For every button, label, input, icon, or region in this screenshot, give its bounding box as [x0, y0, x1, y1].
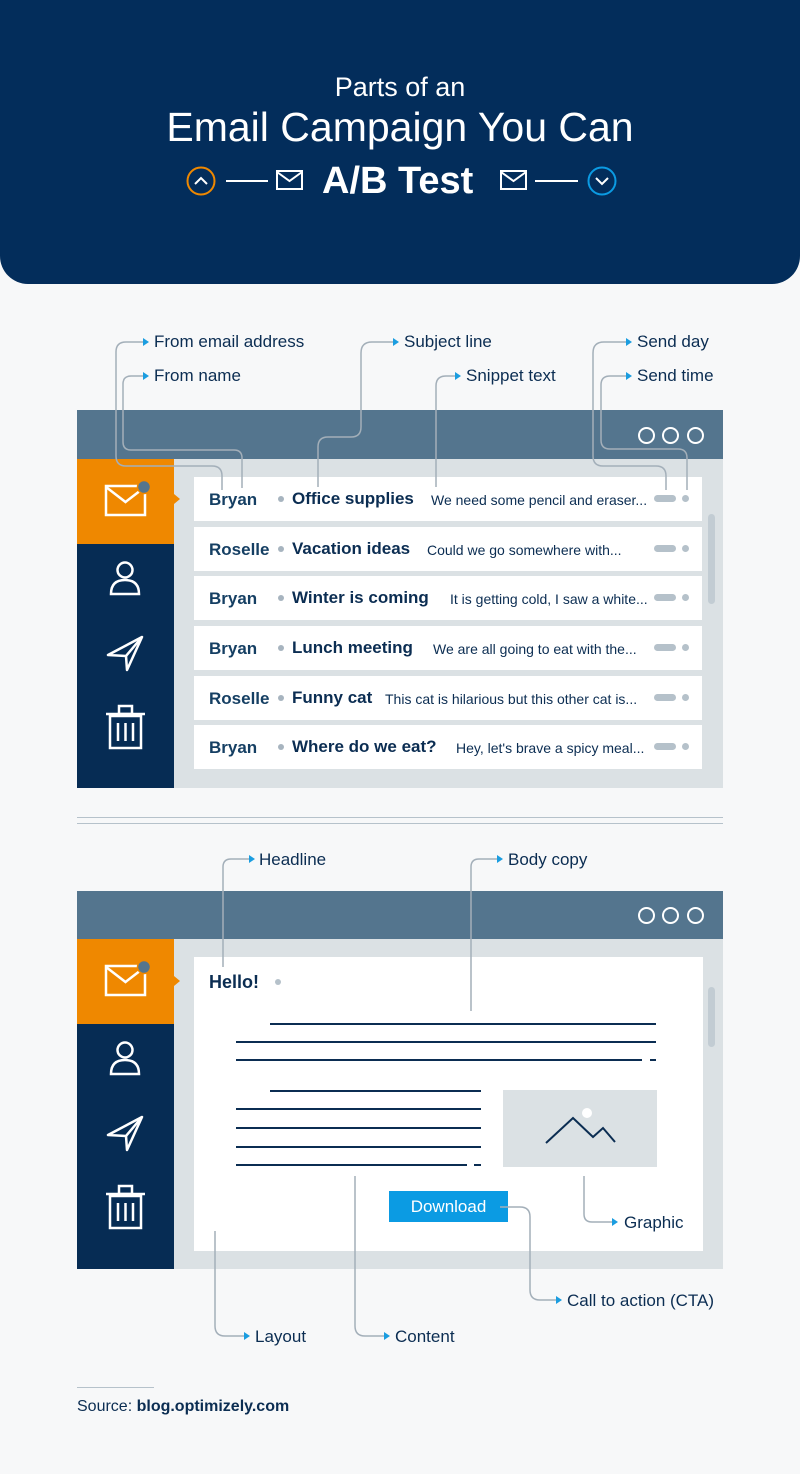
title-line-1: Parts of an — [334, 72, 466, 102]
subject-line: Office supplies — [292, 489, 414, 508]
snippet-text: It is getting cold, I saw a white... — [450, 591, 648, 607]
label-from-name: From name — [154, 366, 241, 385]
send-icon — [108, 637, 142, 670]
label-snippet-text: Snippet text — [466, 366, 556, 385]
snippet-text: We need some pencil and eraser... — [431, 492, 648, 508]
source-divider — [77, 1387, 154, 1388]
subject-line: Funny cat — [292, 688, 373, 707]
title-line-2: Email Campaign You Can — [166, 104, 634, 150]
from-name: Roselle — [209, 689, 270, 708]
active-indicator — [174, 494, 180, 504]
subject-line: Winter is coming — [292, 588, 429, 607]
label-from-email: From email address — [154, 332, 305, 351]
trash-icon — [106, 1186, 145, 1228]
label-layout: Layout — [255, 1327, 307, 1346]
from-name: Bryan — [209, 589, 258, 608]
from-name: Roselle — [209, 540, 270, 559]
snippet-text: Could we go somewhere with... — [427, 542, 622, 558]
email-headline: Hello! — [209, 972, 260, 992]
from-name: Bryan — [209, 490, 258, 509]
source-line — [77, 1398, 289, 1416]
envelope-icon — [106, 961, 151, 996]
sun-icon — [582, 1108, 592, 1118]
label-content: Content — [395, 1327, 455, 1346]
email-overlay — [0, 830, 800, 1360]
snippet-text: This cat is hilarious but this other cat is... — [385, 691, 638, 707]
snippet-text: We are all going to eat with the... — [433, 641, 637, 657]
from-name: Bryan — [209, 639, 258, 658]
label-cta: Call to action (CTA) — [567, 1291, 715, 1310]
source-link[interactable]: blog.optimizely.com — [136, 1398, 290, 1415]
user-icon — [111, 563, 139, 595]
divider — [77, 817, 723, 818]
label-graphic: Graphic — [624, 1213, 684, 1232]
label-body-copy: Body copy — [508, 850, 588, 869]
snippet-text: Hey, let's brave a spicy meal... — [456, 740, 645, 756]
source-prefix: Source: — [77, 1398, 133, 1415]
label-send-day: Send day — [637, 332, 709, 351]
user-icon — [111, 1043, 139, 1075]
divider — [77, 823, 723, 824]
envelope-icon — [106, 481, 151, 516]
title-line-3: A/B Test — [322, 160, 474, 202]
download-button[interactable]: Download — [389, 1191, 508, 1222]
from-name: Bryan — [209, 738, 258, 757]
graphic-placeholder — [503, 1090, 657, 1167]
subject-line: Where do we eat? — [292, 737, 437, 756]
send-icon — [108, 1117, 142, 1150]
subject-line: Lunch meeting — [292, 638, 413, 657]
trash-icon — [106, 706, 145, 748]
subject-line: Vacation ideas — [292, 539, 411, 558]
label-headline: Headline — [259, 850, 327, 869]
label-send-time: Send time — [637, 366, 714, 385]
label-subject-line: Subject line — [404, 332, 492, 351]
active-indicator — [174, 976, 180, 986]
